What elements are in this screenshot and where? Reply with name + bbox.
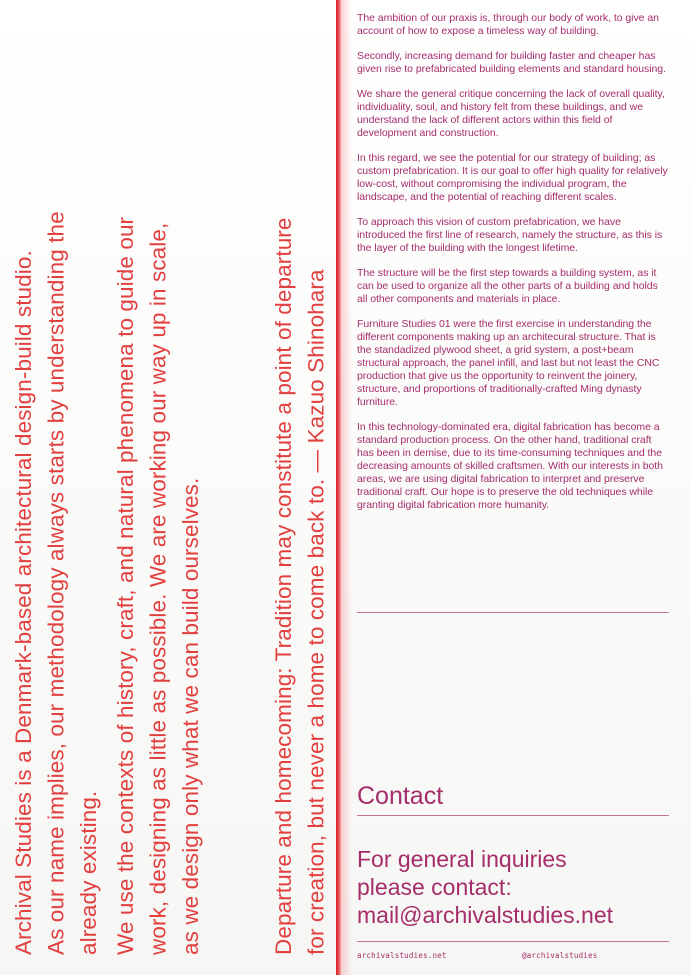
studio-method-column [110,0,210,975]
manifesto-paragraph-1: The ambition of our praxis is, through our body of work, to give an account of how to expose a timeless way of building. [357,12,659,37]
studio-intro-line-2: As our name implies, our methodology always starts by understanding the [43,211,69,955]
contact-line-1: For general inquiries [357,846,567,872]
contact-line-2: please contact: [357,874,512,900]
footer-website-link[interactable]: archivalstudies.net [357,951,447,960]
contact-email-link[interactable]: mail@archivalstudies.net [357,902,614,928]
studio-intro-column [8,0,108,975]
studio-method-line-3: as we design only what we can build ourselves. [178,477,203,955]
manifesto-text [357,12,669,524]
divider-rule-footer [357,941,669,942]
studio-method-line-1: We use the contexts of history, craft, and natural phenomena to guide our [113,216,138,955]
manifesto-paragraph-6: The structure will be the first step towards a building system, as it can be used to organize all the other parts of a building and holds all other components and materials in place. [357,267,658,305]
contact-heading: Contact [357,782,444,810]
manifesto-paragraph-7: Furniture Studies 01 were the first exercise in understanding the different components making up an architecural structure. That is the standadized plywood sheet, a grid system, a post+beam structural approach, the panel infill, and last but not least the CNC production that give us the opportunity to reinvent the joinery, structure, and proportions of traditionally-crafted Ming dynasty furniture. [357,318,660,408]
studio-intro-line-3: already existing. [76,790,101,955]
quote-line-1: Departure and homecoming: Tradition may constitute a point of departure [271,217,296,955]
manifesto-paragraph-5: To approach this vision of custom prefabrication, we have introduced the first line of research, namely the structure, as this is the layer of the building with the longest lifetime. [357,216,663,254]
studio-method-line-2: work, designing as little as possible. We are working our way up in scale, [145,222,171,955]
divider-rule-contact [357,815,669,816]
manifesto-paragraph-4: In this regard, we see the potential for our strategy of building; as custom prefabrication. It is our goal to offer high quality for relatively low-cost, without compromising the individual program, the landscape, and the potential of reaching different scales. [357,152,668,203]
quote-column [268,0,336,975]
manifesto-paragraph-3: We share the general critique concerning the lack of overall quality, individuality, soul, and history felt from these buildings, and we understand the lack of different actors within this field of development and construction. [357,88,665,139]
manifesto-paragraph-8: In this technology-dominated era, digital fabrication has become a standard production process. On the other hand, traditional craft has been in demise, due to its time-consuming techniques and the decreasing amounts of skilled craftsmen. With our interests in both areas, we are using digital fabrication to interpret and preserve traditional craft. Our hope is to preserve the old techniques while granting digital fabrication more humanity. [357,421,663,511]
divider-rule-top [357,612,669,613]
divider-glow [342,0,352,975]
manifesto-paragraph-2: Secondly, increasing demand for building faster and cheaper has given rise to prefabricated building elements and standard housing. [357,50,666,75]
studio-intro-line-1: Archival Studies is a Denmark-based architectural design-build studio. [11,250,36,955]
contact-block [357,845,687,929]
footer-social-handle[interactable]: @archivalstudies [522,951,598,960]
quote-line-2: for creation, but never a home to come back to. — Kazuo Shinohara [303,269,329,955]
